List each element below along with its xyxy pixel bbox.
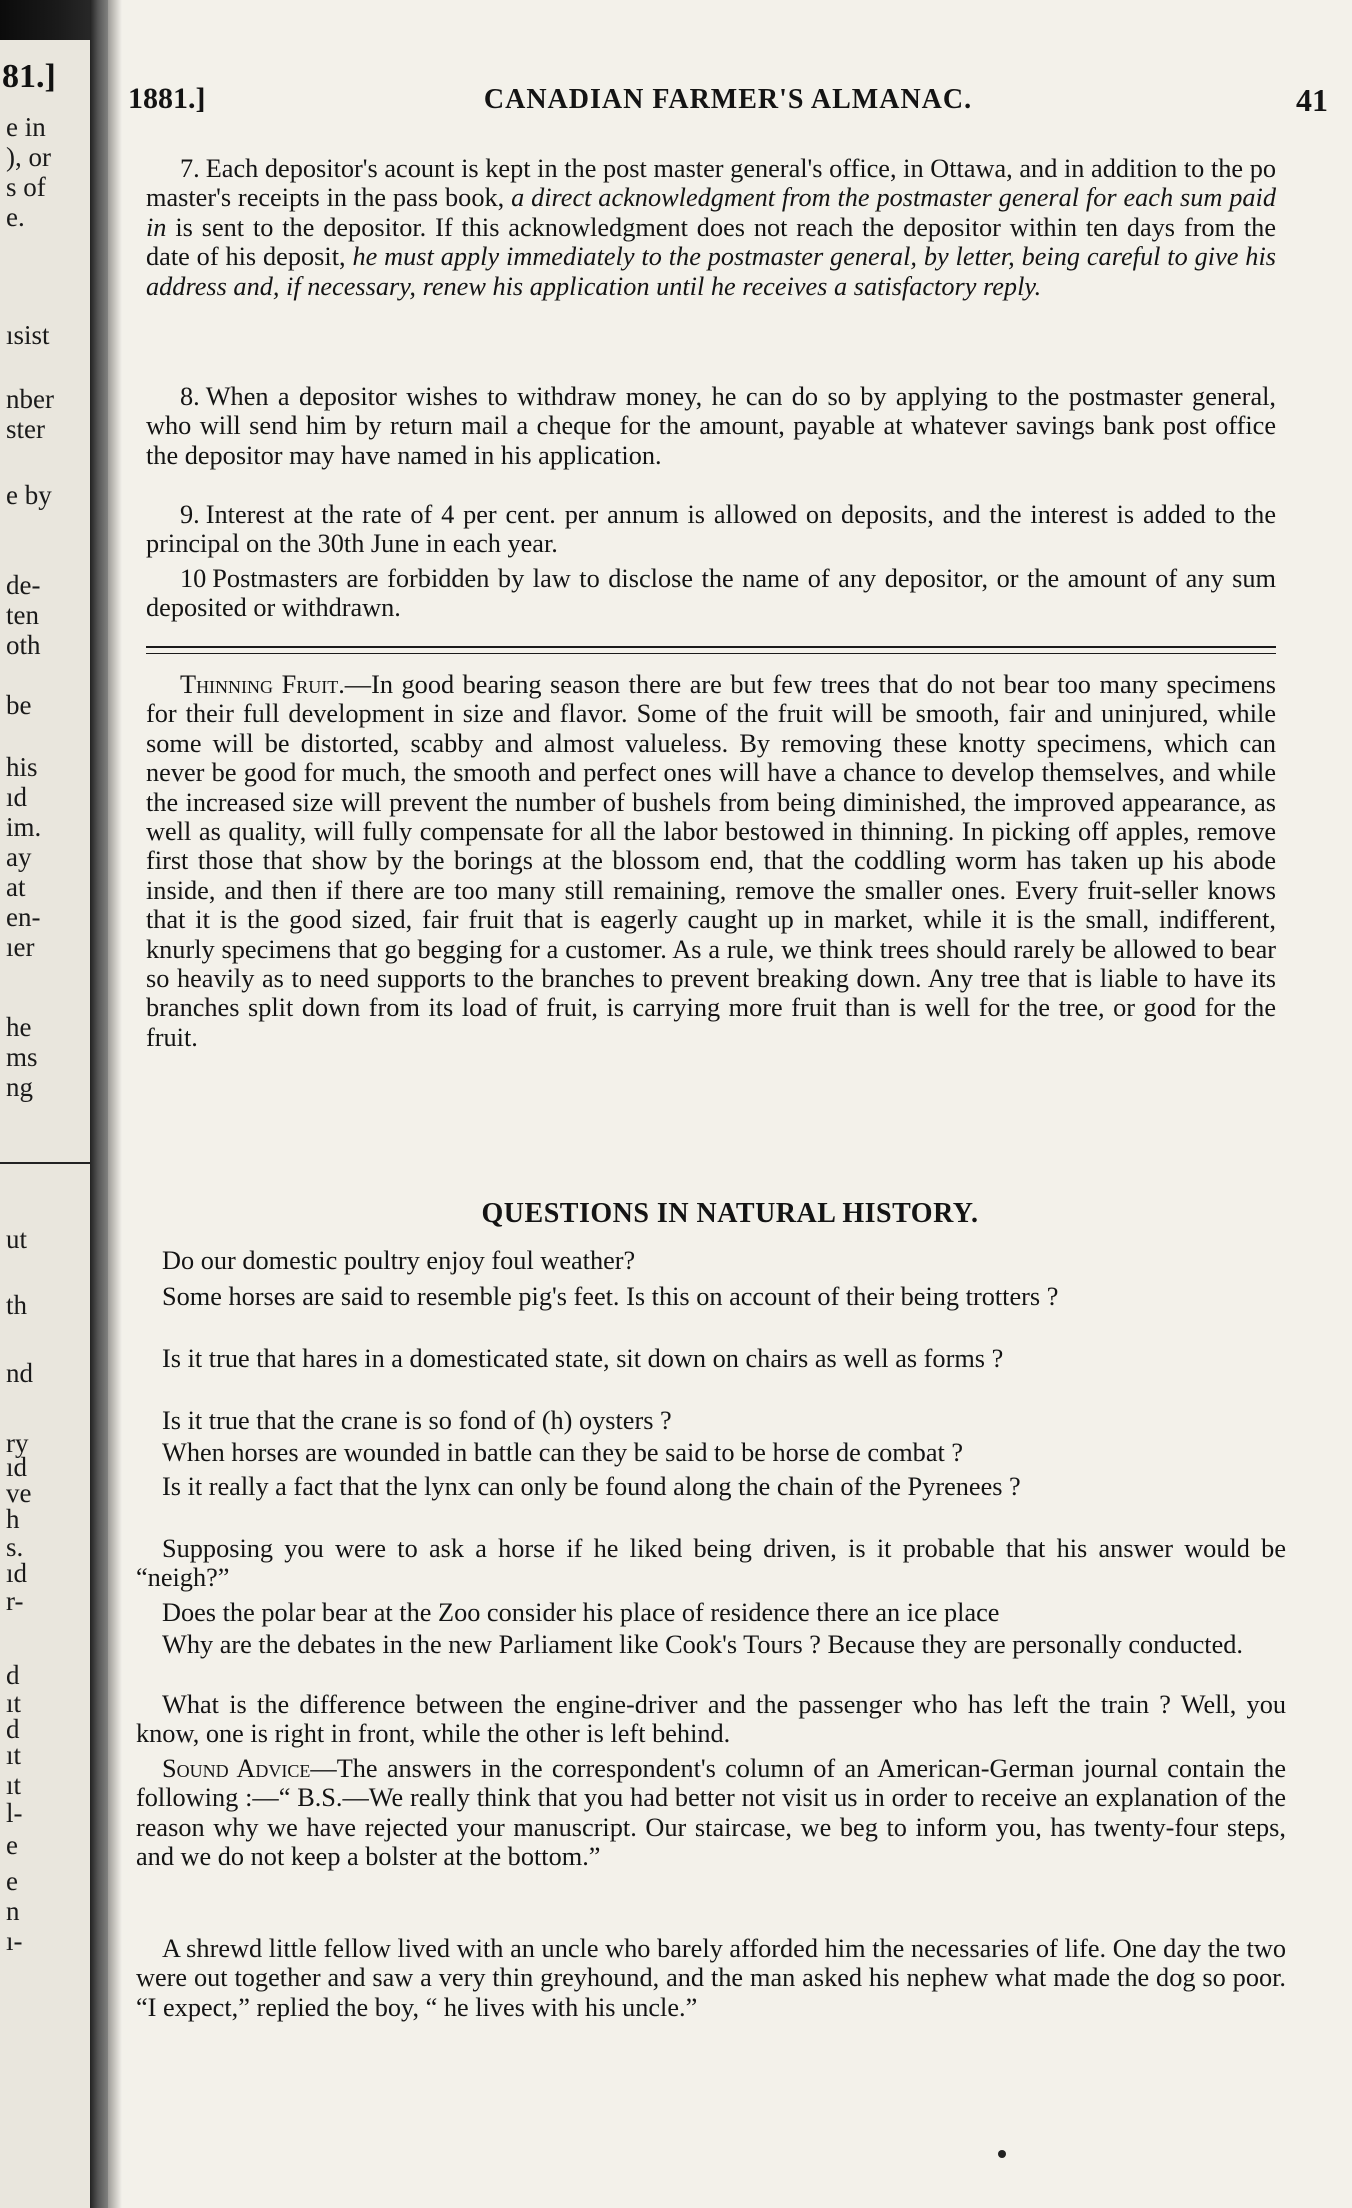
question-text: Do our domestic poultry enjoy foul weather? bbox=[162, 1246, 636, 1275]
running-head bbox=[128, 82, 1328, 126]
previous-page-rule bbox=[0, 1162, 90, 1164]
question-text: Is it really a fact that the lynx can only be found along the chain of the Pyrenees ? bbox=[162, 1472, 1021, 1501]
previous-page-fragment: ı- bbox=[6, 1926, 23, 1956]
previous-page-fragment: ıer bbox=[6, 932, 35, 962]
rule-italic-text: he must apply immediately to the postmaster general, by letter, being careful to give his address and, if necessary, renew his application until he receives a satisfactory reply. bbox=[146, 242, 1276, 301]
question-text: Why are the debates in the new Parliament like Cook's Tours ? Because they are personally conducted. bbox=[162, 1630, 1243, 1659]
rule-text: Postmasters are forbidden by law to disclose the name of any depositor, or the amount of any sum deposited or withdrawn. bbox=[146, 564, 1276, 623]
rule-text: Interest at the rate of 4 per cent. per annum is allowed on deposits, and the interest is added to the principal on the 30th June in each year. bbox=[146, 500, 1276, 559]
rule-number: 7. bbox=[180, 154, 200, 183]
previous-page-fragment: im. bbox=[6, 812, 42, 842]
question-item bbox=[136, 1690, 1286, 1749]
previous-page-fragment: ıd bbox=[6, 782, 28, 812]
previous-page-fragment: ve bbox=[6, 1478, 32, 1508]
previous-page-fragment: his bbox=[6, 752, 38, 782]
previous-page-fragment: ten bbox=[6, 600, 39, 630]
previous-page-fragment: s of bbox=[6, 172, 46, 202]
previous-page-fragment: e bbox=[6, 1866, 18, 1896]
question-item bbox=[136, 1282, 1286, 1311]
previous-page-fragment: nber bbox=[6, 384, 54, 414]
previous-page-fragment: de- bbox=[6, 570, 41, 600]
previous-page-fragment: ), or bbox=[6, 142, 51, 172]
rule-body bbox=[146, 500, 1276, 558]
question-item bbox=[136, 1534, 1286, 1593]
rule-10 bbox=[146, 564, 1276, 623]
thinning-fruit-article bbox=[146, 670, 1276, 1052]
previous-page-header: 81.] bbox=[2, 58, 56, 95]
question-item bbox=[136, 1344, 1286, 1373]
previous-page-fragment: r- bbox=[6, 1586, 24, 1616]
question-item bbox=[136, 1630, 1286, 1659]
previous-page-fragment: e. bbox=[6, 202, 25, 232]
sound-advice-body: —The answers in the correspondent's column of an American-German journal contain the following :—“ B.S.—We really think that you had better not visit us in order to receive an explanation of the reason why we have rejected your manuscript. Our staircase, we beg to inform you, has twenty-four steps, and we do not keep a bolster at the bottom.” bbox=[136, 1754, 1286, 1872]
rule-number: 10 bbox=[180, 564, 207, 593]
previous-page-fragment: ıt bbox=[6, 1688, 22, 1718]
sound-advice-heading: Sound Advice bbox=[162, 1754, 311, 1783]
previous-page-fragment: nd bbox=[6, 1358, 33, 1388]
rule-text: Each depositor's acount is kept in the post master general's office, in Ottawa, and in addition to the po master's receipts in the pass book, bbox=[146, 154, 1276, 213]
question-text: When horses are wounded in battle can they be said to be horse de combat ? bbox=[162, 1438, 964, 1467]
previous-page-edge bbox=[0, 40, 92, 2208]
question-text: What is the difference between the engine-driver and the passenger who has left the train ? Well, you know, one is right in front, while the other is left behind. bbox=[136, 1690, 1286, 1749]
section-divider bbox=[146, 646, 1276, 654]
rule-number: 8. bbox=[180, 382, 200, 411]
previous-page-fragment: th bbox=[6, 1290, 28, 1320]
previous-page-fragment: en- bbox=[6, 902, 41, 932]
shrewd-fellow-body: A shrewd little fellow lived with an uncle who barely afforded him the necessaries of life. One day the two were out together and saw a very thin greyhound, and the man asked his nephew what made the dog so poor. “I expect,” replied the boy, “ he lives with his uncle.” bbox=[136, 1934, 1286, 2022]
thinning-fruit-body: —In good bearing season there are but few trees that do not bear too many specimens for their full development in size and flavor. Some of the fruit will be smooth, fair and uninjured, while some will be distorted, scabby and almost valueless. By removing these knotty specimens, which can never be good for much, the smooth and perfect ones will have a chance to develop themselves, and while the increased size will prevent the number of bushels from being diminished, the improved appearance, as well as quality, will fully compensate for all the labor bestowed in thinning. In picking off apples, remove first those that show by the borings at the blossom end, that the coddling worm has taken up his abode inside, and then if there are too many still remaining, remove the smaller ones. Every fruit-seller knows that it is the good sized, fair fruit that is eagerly caught up in market, while it is the small, indifferent, knurly specimens that go begging for a customer. As a rule, we think trees should rarely be allowed to bear so heavily as to need supports to the branches to prevent breaking down. Any tree that is liable to have its branches split down from its load of fruit, is carrying more fruit than is well for the tree, or good for the fruit. bbox=[146, 670, 1276, 1052]
shrewd-fellow-anecdote bbox=[136, 1934, 1286, 2022]
previous-page-fragment: ıt bbox=[6, 1770, 22, 1800]
previous-page-fragment: n bbox=[6, 1896, 20, 1926]
rule-text: is sent to the depositor. If this acknowledgment does not reach the depositor within ten days from the date of his deposit, bbox=[146, 212, 1276, 272]
rule-body bbox=[146, 154, 1276, 301]
previous-page-fragment: d bbox=[6, 1714, 20, 1744]
question-item bbox=[136, 1246, 1286, 1275]
question-text: Some horses are said to resemble pig's feet. Is this on account of their being trotters ? bbox=[162, 1282, 1059, 1311]
page-number: 41 bbox=[1296, 82, 1328, 118]
previous-page-fragment: he bbox=[6, 1012, 32, 1042]
question-item bbox=[136, 1472, 1286, 1501]
previous-page-fragment: ıd bbox=[6, 1558, 28, 1588]
previous-page-fragment: h bbox=[6, 1504, 20, 1534]
previous-page-fragment: ıt bbox=[6, 1740, 22, 1770]
sound-advice-article bbox=[136, 1754, 1286, 1872]
rule-9 bbox=[146, 500, 1276, 559]
almanac-page bbox=[108, 0, 1352, 2208]
rule-body bbox=[146, 564, 1276, 622]
rule-italic-text: a direct acknowledgment from the postmaster general for each sum paid in bbox=[146, 183, 1276, 242]
question-item bbox=[136, 1406, 1286, 1435]
question-item bbox=[136, 1438, 1286, 1467]
running-head-title: CANADIAN FARMER'S ALMANAC. bbox=[483, 84, 973, 115]
question-text: Is it true that the crane is so fond of (h) oysters ? bbox=[162, 1406, 672, 1435]
question-text: Does the polar bear at the Zoo consider his place of residence there an ice place bbox=[162, 1598, 1000, 1627]
rule-8 bbox=[146, 382, 1276, 470]
running-head-year: 1881.] bbox=[128, 82, 206, 115]
page-mark bbox=[998, 2150, 1006, 2158]
previous-page-fragment: ng bbox=[6, 1072, 33, 1102]
question-text: Supposing you were to ask a horse if he liked being driven, is it probable that his answer would be “neigh?” bbox=[136, 1534, 1286, 1593]
previous-page-fragment: d bbox=[6, 1660, 20, 1690]
previous-page-fragment: ısist bbox=[6, 320, 50, 350]
previous-page-fragment: ms bbox=[6, 1042, 38, 1072]
previous-page-fragment: e by bbox=[6, 480, 52, 510]
previous-page-fragment: at bbox=[6, 872, 26, 902]
question-text: Is it true that hares in a domesticated state, sit down on chairs as well as forms ? bbox=[162, 1344, 1004, 1373]
questions-section-title: QUESTIONS IN NATURAL HISTORY. bbox=[481, 1198, 979, 1229]
previous-page-fragment: l- bbox=[6, 1798, 23, 1828]
thinning-fruit-heading: Thinning Fruit. bbox=[180, 670, 345, 699]
rule-text: When a depositor wishes to withdraw money, he can do so by applying to the postmaster general, who will send him by return mail a cheque for the amount, payable at whatever savings bank post office the depositor may have named in his application. bbox=[146, 382, 1276, 470]
previous-page-fragment: be bbox=[6, 690, 32, 720]
page-gutter bbox=[90, 0, 110, 2208]
previous-page-fragment: ay bbox=[6, 842, 32, 872]
previous-page-fragment: e in bbox=[6, 112, 46, 142]
rule-number: 9. bbox=[180, 500, 200, 529]
previous-page-fragment: ster bbox=[6, 414, 45, 444]
question-item bbox=[136, 1598, 1286, 1627]
previous-page-fragment: e bbox=[6, 1830, 18, 1860]
previous-page-fragment: ry bbox=[6, 1428, 29, 1458]
previous-page-fragment: ıd bbox=[6, 1452, 28, 1482]
previous-page-fragment: ut bbox=[6, 1224, 28, 1254]
previous-page-fragment: oth bbox=[6, 630, 41, 660]
rule-body bbox=[146, 382, 1276, 470]
rule-7 bbox=[146, 154, 1276, 301]
previous-page-fragment: s. bbox=[6, 1532, 24, 1562]
gutter-shadow bbox=[108, 0, 122, 2208]
